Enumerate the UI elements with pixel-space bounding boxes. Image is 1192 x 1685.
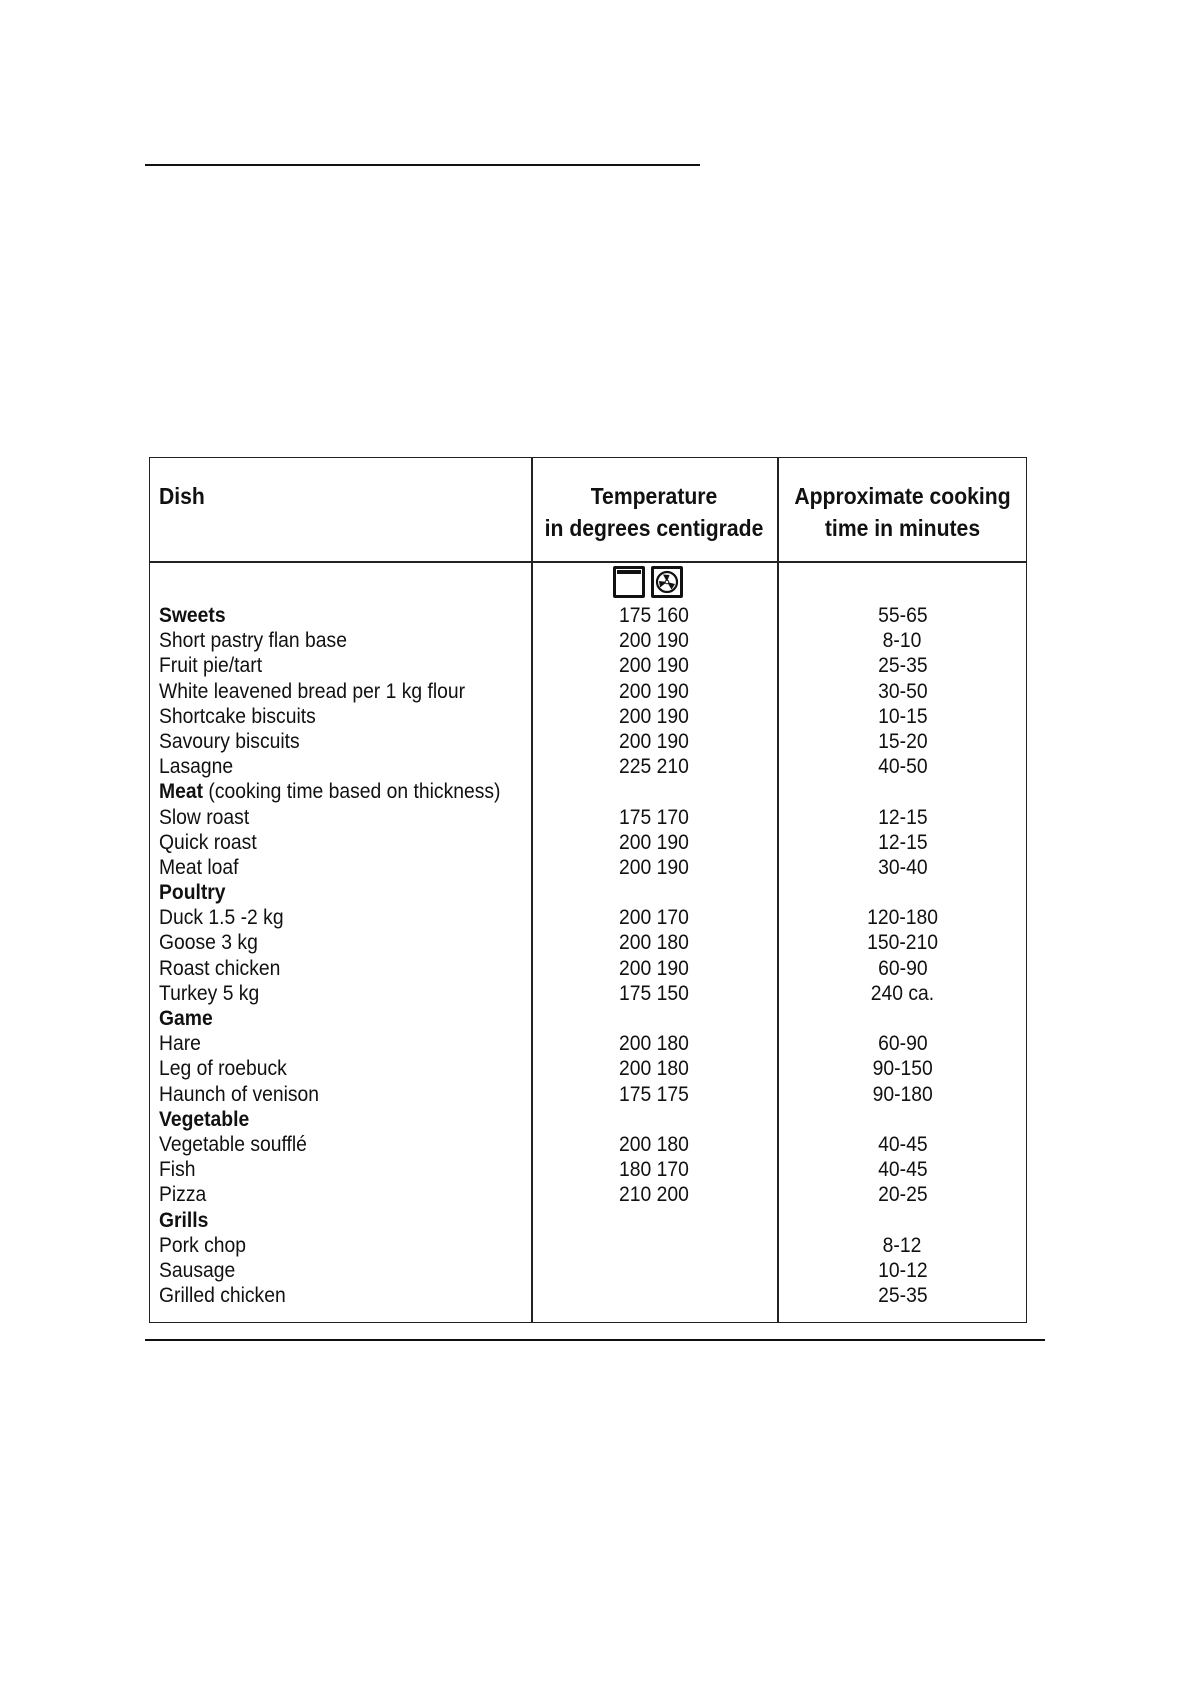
dish-cell (159, 1258, 235, 1283)
cooking-time-cell (777, 653, 1028, 678)
temperature-value: 200 190 (619, 855, 689, 879)
dish-cell (159, 981, 259, 1006)
temperature-value: 200 190 (619, 956, 689, 980)
dish-cell (159, 754, 233, 779)
table-row (150, 1132, 1026, 1157)
temperature-cell (531, 981, 777, 1006)
table-row (150, 1182, 1026, 1207)
dish-cell (159, 1107, 249, 1132)
dish-name: Short pastry flan base (159, 629, 347, 653)
dish-name: White leavened bread per 1 kg flour (159, 679, 466, 703)
dish-cell (159, 1182, 206, 1207)
cooking-time-value: 30-40 (877, 855, 928, 879)
dish-cell (159, 1006, 213, 1031)
cooking-time-value: 12-15 (877, 830, 928, 854)
temperature-value: 200 190 (619, 629, 689, 653)
temperature-cell (531, 603, 777, 628)
cooking-time-value: 90-150 (872, 1057, 933, 1081)
header-temperature: Temperature in degrees centigrade (544, 483, 764, 541)
dish-name: Meat loaf (159, 855, 239, 879)
temperature-cell (531, 1006, 777, 1031)
table-row (150, 880, 1026, 905)
table-row (150, 704, 1026, 729)
table-row (150, 1107, 1026, 1132)
cooking-time-value: 10-12 (877, 1258, 928, 1282)
cooking-time-value: 60-90 (877, 1032, 928, 1056)
dish-cell (159, 1283, 286, 1308)
dish-name: Turkey 5 kg (159, 981, 260, 1005)
dish-cell (159, 830, 257, 855)
dish-name: Meat (159, 780, 204, 804)
cooking-time-cell (777, 1056, 1028, 1081)
cooking-time-value: 25-35 (877, 654, 928, 678)
temperature-cell (531, 1031, 777, 1056)
dish-cell (159, 880, 226, 905)
temperature-cell (531, 1233, 777, 1258)
table-row (150, 628, 1026, 653)
cooking-time-cell (777, 1157, 1028, 1182)
cooking-time-value: 10-15 (877, 704, 928, 728)
dish-cell (159, 1208, 208, 1233)
table-row (150, 679, 1026, 704)
top-rule (145, 164, 700, 166)
temperature-cell (531, 830, 777, 855)
temperature-value: 175 175 (619, 1082, 689, 1106)
temperature-cell (531, 779, 777, 804)
dish-name: Sweets (159, 604, 226, 627)
dish-name: Poultry (159, 881, 226, 905)
dish-name: Slow roast (159, 805, 250, 829)
table-row (150, 830, 1026, 855)
temperature-value: 175 160 (619, 604, 689, 627)
dish-cell (159, 1233, 246, 1258)
temperature-cell (531, 805, 777, 830)
oven-mode-icons (613, 566, 683, 598)
dish-name: Sausage (159, 1258, 236, 1282)
bottom-rule (145, 1339, 1045, 1341)
dish-name: Goose 3 kg (159, 931, 258, 955)
fan-oven-icon (651, 566, 683, 598)
table-row (150, 1082, 1026, 1107)
cooking-time-value: 40-45 (877, 1132, 928, 1156)
temperature-value: 210 200 (619, 1183, 689, 1207)
cooking-time-cell (777, 1107, 1028, 1132)
cooking-time-value: 30-50 (877, 679, 928, 703)
temperature-cell (531, 1182, 777, 1207)
cooking-time-cell (777, 956, 1028, 981)
cooking-time-cell (777, 1031, 1028, 1056)
temperature-value: 200 190 (619, 704, 689, 728)
dish-name: Pork chop (159, 1233, 246, 1257)
dish-name: Roast chicken (159, 956, 281, 980)
table-row (150, 855, 1026, 880)
cooking-time-value: 40-50 (877, 755, 928, 779)
dish-cell (159, 679, 465, 704)
temperature-cell (531, 729, 777, 754)
cooking-time-cell (777, 779, 1028, 804)
temperature-value: 200 190 (619, 830, 689, 854)
dish-name: Game (159, 1007, 213, 1030)
dish-name: Hare (159, 1032, 201, 1056)
temperature-value: 200 190 (619, 729, 689, 753)
cooking-time-cell (777, 930, 1028, 955)
temperature-value: 180 170 (619, 1158, 689, 1182)
temperature-value: 200 180 (619, 1057, 689, 1081)
cooking-table (149, 457, 1027, 1323)
cooking-time-cell (777, 981, 1028, 1006)
dish-name: Vegetable (159, 1107, 250, 1131)
cooking-time-cell (777, 1182, 1028, 1207)
cooking-time-value: 240 ca. (870, 981, 935, 1005)
dish-name: Haunch of venison (159, 1082, 320, 1106)
cooking-time-cell (777, 1258, 1028, 1283)
dish-cell (159, 779, 500, 804)
temperature-value: 200 180 (619, 1132, 689, 1156)
cooking-time-value: 25-35 (877, 1284, 928, 1308)
cooking-time-cell (777, 628, 1028, 653)
header-dish: Dish (159, 483, 205, 509)
cooking-time-value: 8-12 (883, 1233, 922, 1257)
temperature-cell (531, 754, 777, 779)
cooking-time-cell (777, 1006, 1028, 1031)
table-row (150, 1208, 1026, 1233)
temperature-cell (531, 653, 777, 678)
cooking-time-cell (777, 830, 1028, 855)
dish-cell (159, 729, 300, 754)
table-row (150, 1031, 1026, 1056)
header-divider (150, 561, 1026, 563)
table-row (150, 729, 1026, 754)
cooking-time-cell (777, 603, 1028, 628)
dish-note: (cooking time based on thickness) (203, 780, 501, 804)
table-row (150, 1056, 1026, 1081)
table-body (150, 603, 1026, 1308)
dish-cell (159, 956, 280, 981)
temperature-cell (531, 1157, 777, 1182)
dish-name: Leg of roebuck (159, 1057, 287, 1081)
dish-name: Shortcake biscuits (159, 704, 316, 728)
temperature-value: 225 210 (619, 755, 689, 779)
temperature-cell (531, 1132, 777, 1157)
table-row (150, 1157, 1026, 1182)
cooking-time-value: 150-210 (867, 931, 938, 955)
temperature-value: 175 170 (619, 805, 689, 829)
dish-cell (159, 1082, 319, 1107)
dish-cell (159, 628, 347, 653)
dish-cell (159, 905, 284, 930)
table-row (150, 754, 1026, 779)
temperature-cell (531, 1208, 777, 1233)
cooking-time-cell (777, 1132, 1028, 1157)
table-row (150, 1258, 1026, 1283)
temperature-cell (531, 880, 777, 905)
dish-name: Lasagne (159, 755, 234, 779)
dish-cell (159, 1157, 196, 1182)
dish-cell (159, 1132, 307, 1157)
cooking-time-cell (777, 905, 1028, 930)
table-row (150, 1233, 1026, 1258)
table-row (150, 779, 1026, 804)
temperature-value: 200 180 (619, 1032, 689, 1056)
conventional-oven-icon (613, 566, 645, 598)
cooking-time-cell (777, 729, 1028, 754)
table-row (150, 930, 1026, 955)
dish-name: Quick roast (159, 830, 257, 854)
dish-name: Vegetable soufflé (159, 1132, 307, 1156)
cooking-time-cell (777, 805, 1028, 830)
cooking-time-value: 12-15 (877, 805, 928, 829)
cooking-time-cell (777, 679, 1028, 704)
cooking-time-value: 55-65 (877, 604, 928, 627)
cooking-time-value: 8-10 (883, 629, 922, 653)
dish-cell (159, 653, 262, 678)
cooking-time-cell (777, 855, 1028, 880)
table-row (150, 1006, 1026, 1031)
dish-name: Savoury biscuits (159, 729, 300, 753)
dish-cell (159, 1056, 287, 1081)
temperature-value: 200 180 (619, 931, 689, 955)
dish-cell (159, 1031, 201, 1056)
dish-name: Grills (159, 1208, 209, 1232)
temperature-cell (531, 905, 777, 930)
temperature-cell (531, 628, 777, 653)
dish-cell (159, 704, 316, 729)
dish-name: Grilled chicken (159, 1284, 286, 1308)
cooking-time-cell (777, 1233, 1028, 1258)
table-row (150, 653, 1026, 678)
table-row (150, 905, 1026, 930)
cooking-time-value: 20-25 (877, 1183, 928, 1207)
dish-name: Pizza (159, 1183, 207, 1207)
table-row (150, 1283, 1026, 1308)
temperature-cell (531, 1082, 777, 1107)
table-row (150, 603, 1026, 628)
cooking-time-cell (777, 1283, 1028, 1308)
temperature-cell (531, 704, 777, 729)
dish-cell (159, 855, 238, 880)
dish-cell (159, 805, 249, 830)
temperature-cell (531, 1258, 777, 1283)
cooking-time-value: 40-45 (877, 1158, 928, 1182)
temperature-cell (531, 956, 777, 981)
temperature-cell (531, 1107, 777, 1132)
header-cooking-time: Approximate cooking time in minutes (794, 483, 1011, 541)
temperature-cell (531, 1056, 777, 1081)
cooking-time-value: 90-180 (872, 1082, 933, 1106)
cooking-time-cell (777, 704, 1028, 729)
dish-name: Fish (159, 1158, 196, 1182)
cooking-time-cell (777, 1082, 1028, 1107)
temperature-cell (531, 679, 777, 704)
temperature-value: 200 190 (619, 679, 689, 703)
temperature-cell (531, 855, 777, 880)
dish-name: Fruit pie/tart (159, 654, 263, 678)
temperature-cell (531, 930, 777, 955)
cooking-time-value: 15-20 (877, 729, 928, 753)
cooking-time-cell (777, 1208, 1028, 1233)
table-row (150, 956, 1026, 981)
cooking-time-value: 120-180 (867, 906, 938, 930)
temperature-value: 200 170 (619, 906, 689, 930)
cooking-time-value: 60-90 (877, 956, 928, 980)
temperature-value: 175 150 (619, 981, 689, 1005)
table-row (150, 981, 1026, 1006)
temperature-cell (531, 1283, 777, 1308)
table-row (150, 805, 1026, 830)
cooking-time-cell (777, 754, 1028, 779)
dish-cell (159, 603, 226, 628)
dish-cell (159, 930, 258, 955)
cooking-time-cell (777, 880, 1028, 905)
temperature-value: 200 190 (619, 654, 689, 678)
dish-name: Duck 1.5 -2 kg (159, 906, 284, 930)
